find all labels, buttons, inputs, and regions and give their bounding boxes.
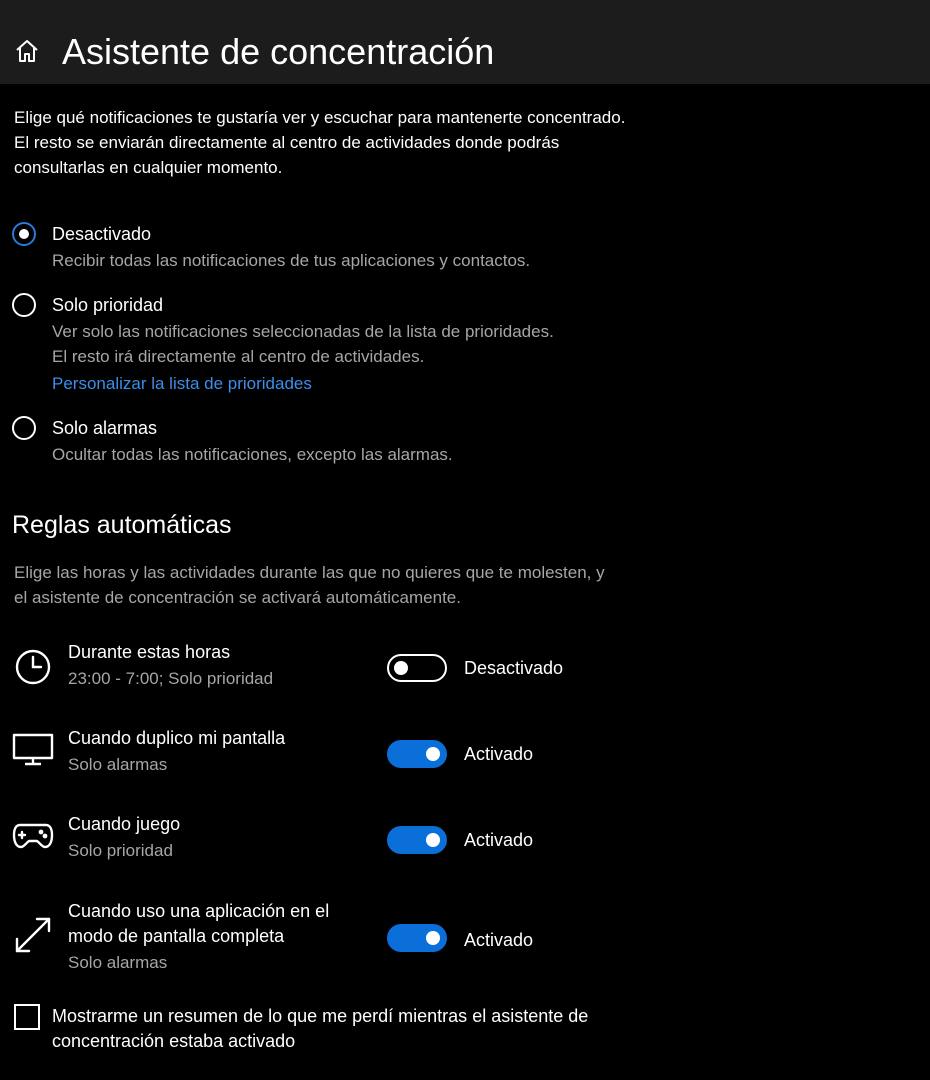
toggle-knob: [426, 747, 440, 761]
radio-label-solo-prioridad: Solo prioridad: [52, 295, 164, 315]
home-icon: [14, 38, 40, 69]
toggle-gaming[interactable]: [387, 826, 447, 854]
toggle-duplicate-screen[interactable]: [387, 740, 447, 768]
radio-description-solo-prioridad: Ver solo las notificaciones seleccionadas de la lista de prioridades.: [52, 322, 554, 341]
toggle-label-duplicate-screen: Activado: [464, 744, 534, 764]
radio-description-solo-prioridad-2: El resto irá directamente al centro de actividades.: [52, 347, 425, 366]
radio-button-checked[interactable]: [12, 222, 36, 246]
rule-title-hours: Durante estas horas: [68, 642, 231, 662]
page-title: Asistente de concentración: [62, 31, 495, 72]
summary-checkbox[interactable]: [14, 1004, 40, 1030]
rule-subtitle-gaming: Solo prioridad: [68, 841, 173, 860]
section-title-automatic-rules: Reglas automáticas: [12, 511, 232, 539]
page-header: [0, 0, 930, 84]
radio-label-desactivado: Desactivado: [52, 224, 152, 244]
toggle-label-hours: Desactivado: [464, 658, 564, 678]
summary-checkbox-label[interactable]: Mostrarme un resumen de lo que me perdí mientras el asistente de concentración estaba activado: [52, 1006, 589, 1051]
rule-subtitle-hours: 23:00 - 7:00; Solo prioridad: [68, 669, 274, 688]
clock-icon: [12, 646, 54, 688]
toggle-knob: [426, 931, 440, 945]
rule-subtitle-duplicate-screen: Solo alarmas: [68, 755, 168, 774]
rule-title-gaming: Cuando juego: [68, 814, 181, 834]
radio-button[interactable]: [12, 293, 36, 317]
toggle-knob: [426, 833, 440, 847]
radio-label-solo-alarmas: Solo alarmas: [52, 418, 158, 438]
intro-description: Elige qué notificaciones te gustaría ver y escuchar para mantenerte concentrado. El resto se enviarán directamente al centro de actividades donde podrás consultarlas en cualquier momento.: [14, 108, 626, 177]
monitor-icon: [12, 728, 54, 770]
fullscreen-arrows-icon: [12, 914, 54, 956]
toggle-fullscreen[interactable]: [387, 924, 447, 952]
radio-button[interactable]: [12, 416, 36, 440]
radio-description-solo-alarmas: Ocultar todas las notificaciones, excepto las alarmas.: [52, 445, 453, 464]
radio-description-desactivado: Recibir todas las notificaciones de tus aplicaciones y contactos.: [52, 251, 531, 270]
gamepad-icon: [12, 814, 54, 856]
toggle-hours[interactable]: [387, 654, 447, 682]
rule-subtitle-fullscreen: Solo alarmas: [68, 953, 168, 972]
home-button[interactable]: [10, 36, 44, 70]
rule-title-duplicate-screen: Cuando duplico mi pantalla: [68, 728, 286, 748]
automatic-rules-description: Elige las horas y las actividades durante las que no quieres que te molesten, y el asistente de concentración se activará automáticamente.: [14, 563, 605, 607]
toggle-knob: [394, 661, 408, 675]
toggle-label-gaming: Activado: [464, 830, 534, 850]
customize-priority-list-link[interactable]: Personalizar la lista de prioridades: [52, 374, 312, 393]
rule-title-fullscreen: Cuando uso una aplicación en el modo de pantalla completa: [68, 901, 330, 946]
toggle-label-fullscreen: Activado: [464, 930, 534, 950]
